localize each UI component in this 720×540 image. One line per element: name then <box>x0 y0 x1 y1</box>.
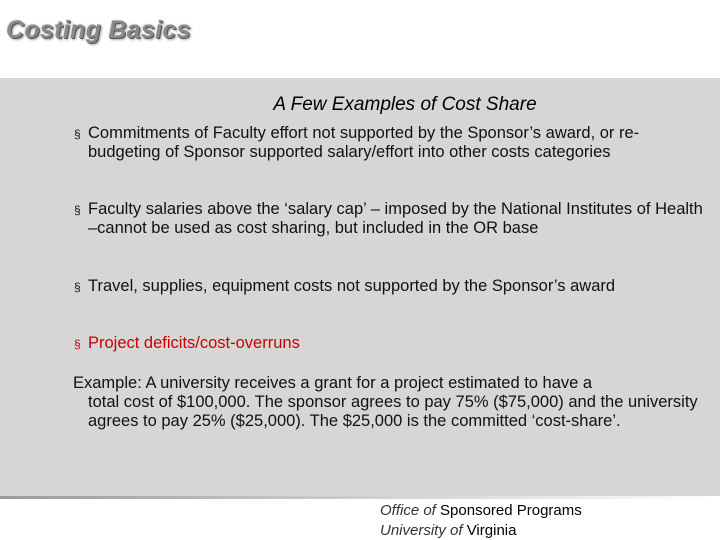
slide-title: Costing Basics <box>6 16 191 44</box>
slide-body <box>0 78 720 496</box>
example-continuation: total cost of $100,000. The sponsor agrees to pay 75% ($75,000) and the university agrees to pay 25% ($25,000). The $25,000 is the committed ‘cost-share’. <box>88 393 698 430</box>
office-name <box>380 502 582 519</box>
bullet-item-1 <box>74 124 710 162</box>
bullet-marker-icon: § <box>74 337 81 351</box>
bullet-item-2 <box>74 200 710 238</box>
bullet-item-3 <box>74 277 710 296</box>
university-prefix: University of <box>380 522 463 539</box>
example-first-line: Example: A university receives a grant for a project estimated to have a <box>73 374 593 392</box>
slide-subtitle: A Few Examples of Cost Share <box>273 94 537 115</box>
bullet-item-4 <box>74 334 710 353</box>
university-title: Virginia <box>466 522 517 539</box>
bullet-text: Faculty salaries above the ‘salary cap’ – imposed by the National Institutes of Health –cannot be used as cost sharing, but included in the OR base <box>88 200 703 237</box>
bullet-text: Commitments of Faculty effort not supported by the Sponsor’s award, or re-budgeting of Sponsor supported salary/effort into other costs categories <box>88 124 640 161</box>
bullet-text: Project deficits/cost-overruns <box>88 334 300 352</box>
office-prefix: Office of <box>380 502 436 519</box>
office-title: Sponsored Programs <box>440 502 582 519</box>
university-name <box>380 522 516 539</box>
footer-divider <box>0 496 720 499</box>
bullet-text: Travel, supplies, equipment costs not supported by the Sponsor’s award <box>88 277 616 295</box>
slide-header <box>0 0 720 78</box>
bullet-marker-icon: § <box>74 203 81 217</box>
bullet-marker-icon: § <box>74 127 81 141</box>
example-paragraph <box>73 374 713 431</box>
slide-footer <box>0 496 720 540</box>
bullet-marker-icon: § <box>74 280 81 294</box>
